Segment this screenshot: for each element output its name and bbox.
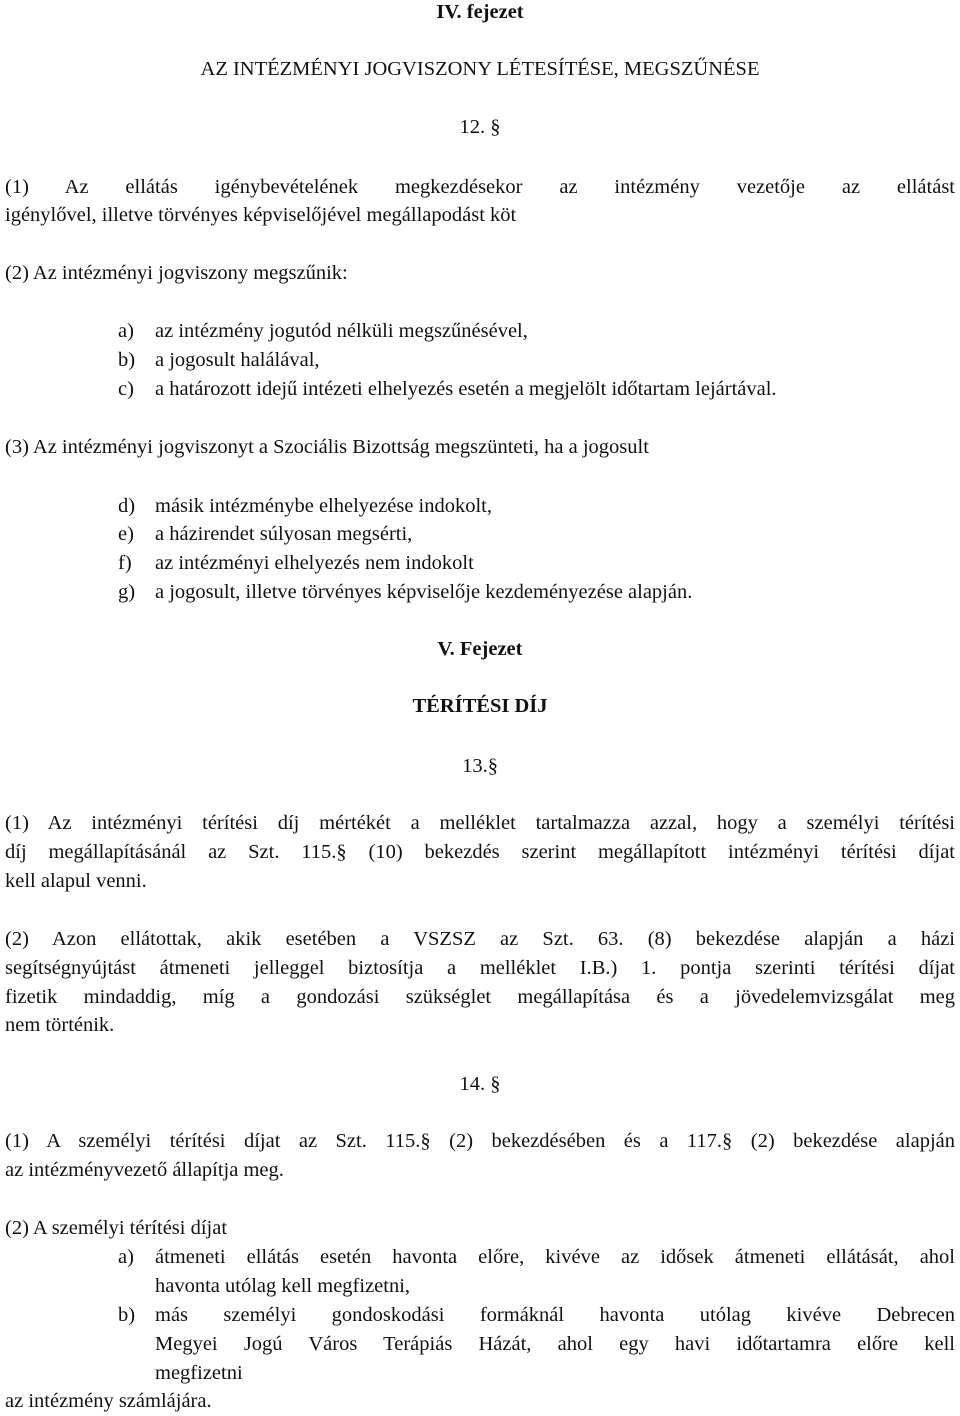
- list-text: havonta utólag kell megfizetni,: [155, 1275, 411, 1297]
- paragraph-line: az intézményvezető állapítja meg.: [5, 1159, 284, 1181]
- list-marker: b): [118, 349, 136, 371]
- list-text: a jogosult, illetve törvényes képviselője kezdeményezése alapján.: [155, 581, 693, 603]
- chapter-heading: IV. fejezet: [436, 1, 524, 23]
- paragraph-line: igénylővel, illetve törvényes képviselőjével megállapodást köt: [5, 204, 517, 226]
- list-text: másik intézménybe elhelyezése indokolt,: [155, 495, 492, 517]
- paragraph-line: (2) Azon ellátottak, akik esetében a VSZSZ az Szt. 63. (8) bekezdése alapján a házi: [5, 928, 955, 950]
- paragraph-line: (1) A személyi térítési díjat az Szt. 115.§ (2) bekezdésében és a 117.§ (2) bekezdése alapján: [5, 1130, 955, 1152]
- list-text: megfizetni: [155, 1362, 243, 1384]
- list-text: más személyi gondoskodási formáknál havonta utólag kivéve Debrecen: [155, 1304, 955, 1326]
- list-text: a határozott idejű intézeti elhelyezés esetén a megjelölt időtartam lejártával.: [155, 378, 777, 400]
- paragraph-intro: (3) Az intézményi jogviszonyt a Szociális Bizottság megszünteti, ha a jogosult: [5, 436, 649, 458]
- list-marker: a): [118, 1246, 134, 1268]
- list-marker: f): [118, 552, 132, 574]
- list-marker: c): [118, 378, 134, 400]
- list-text: átmeneti ellátás esetén havonta előre, kivéve az idősek átmeneti ellátását, ahol: [155, 1246, 955, 1268]
- list-marker: d): [118, 495, 136, 517]
- chapter-title: TÉRÍTÉSI DÍJ: [412, 695, 548, 717]
- paragraph-line: kell alapul venni.: [5, 870, 147, 892]
- list-text: az intézmény jogutód nélküli megszűnésével,: [155, 320, 528, 342]
- paragraph-intro: (2) A személyi térítési díjat: [5, 1217, 228, 1239]
- list-marker: g): [118, 581, 136, 603]
- paragraph-line: (1) Az intézményi térítési díj mértékét a melléklet tartalmazza azzal, hogy a személyi térítési: [5, 812, 955, 834]
- list-text: a jogosult halálával,: [155, 349, 320, 371]
- paragraph-line: (1) Az ellátás igénybevételének megkezdésekor az intézmény vezetője az ellátást: [5, 176, 955, 198]
- section-number: 14. §: [459, 1073, 501, 1095]
- chapter-title: AZ INTÉZMÉNYI JOGVISZONY LÉTESÍTÉSE, MEGSZŰNÉSE: [200, 58, 760, 80]
- paragraph-intro: (2) Az intézményi jogviszony megszűnik:: [5, 262, 348, 284]
- list-text: Megyei Jogú Város Terápiás Házát, ahol egy havi időtartamra előre kell: [155, 1333, 955, 1355]
- list-marker: a): [118, 320, 134, 342]
- paragraph-line: díj megállapításánál az Szt. 115.§ (10) bekezdés szerint megállapított intézményi térítési díjat: [5, 841, 955, 863]
- paragraph-line: nem történik.: [5, 1014, 115, 1036]
- list-text: az intézményi elhelyezés nem indokolt: [155, 552, 474, 574]
- list-marker: e): [118, 523, 134, 545]
- paragraph-line: fizetik mindaddig, míg a gondozási szükséglet megállapítása és a jövedelemvizsgálat meg: [5, 986, 955, 1008]
- chapter-heading: V. Fejezet: [437, 638, 523, 660]
- section-number: 13.§: [462, 755, 498, 777]
- list-text: a házirendet súlyosan megsérti,: [155, 523, 413, 545]
- paragraph-line: segítségnyújtást átmeneti jelleggel biztosítja a melléklet I.B.) 1. pontja szerinti térítési díjat: [5, 957, 955, 979]
- section-number: 12. §: [459, 116, 501, 138]
- paragraph-line: az intézmény számlájára.: [5, 1390, 212, 1412]
- list-marker: b): [118, 1304, 136, 1326]
